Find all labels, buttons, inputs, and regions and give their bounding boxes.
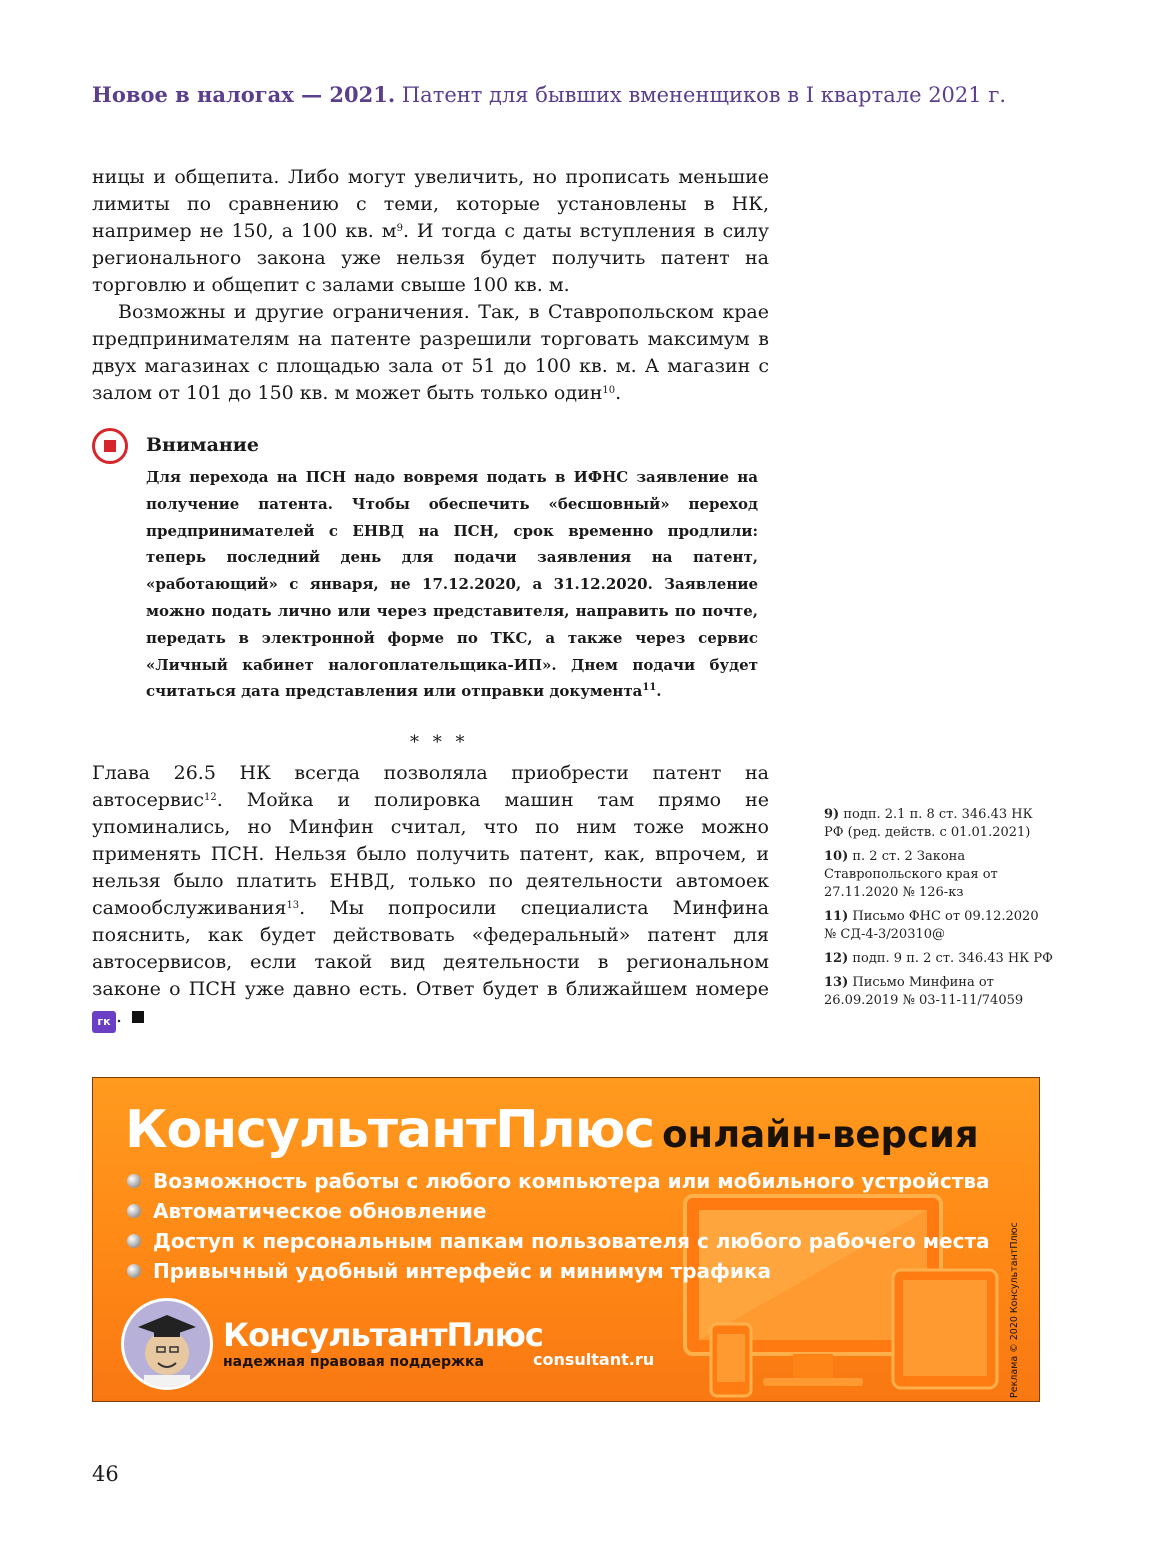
paragraph-2 <box>92 299 769 407</box>
paragraph-3-b: . Мойка и полировка машин там прямо не упоминались, но Минфин считал, что по ним тоже можно применять ПСН. Нельзя было получить патент, как, впрочем, и нельзя было платить ЕНВД, только по деятельности автомоек самообслуживания <box>92 789 769 919</box>
ad-copyright: Реклама © 2020 КонсультантПлюс <box>1009 1222 1020 1398</box>
professor-mascot-icon <box>121 1298 213 1390</box>
footnote-ref-11[interactable]: 11 <box>642 682 657 694</box>
ad-headline <box>125 1100 979 1160</box>
paragraph-3-c: . Мы попросили специалиста Минфина пояснить, как будет действовать «федеральный» патент для автосервисов, если такой вид деятельности в региональном законе о ПСН уже давно есть. Ответ будет в ближайшем номере <box>92 897 769 1000</box>
ad-feature: Автоматическое обновление <box>127 1196 990 1226</box>
footnote-ref-9[interactable]: 9 <box>396 223 403 234</box>
ad-feature: Привычный удобный интерфейс и минимум трафика <box>127 1256 990 1286</box>
ad-logo: КонсультантПлюс <box>223 1316 543 1354</box>
ad-brand: КонсультантПлюс <box>125 1100 655 1160</box>
paragraph-2-text: Возможны и другие ограничения. Так, в Ставропольском крае предпринимателям на патенте разрешили торговать максимум в двух магазинах с площадью зала от 51 до 100 кв. м. А магазин с залом от 101 до 150 кв. м может быть только один <box>92 301 769 404</box>
attention-text <box>146 464 758 705</box>
attention-title: Внимание <box>146 434 259 456</box>
header-section: Новое в налогах — 2021. <box>92 82 396 107</box>
page-number: 46 <box>92 1462 119 1486</box>
footnote-9: 9) подп. 2.1 п. 8 ст. 346.43 НК РФ (ред. действ. с 01.01.2021) <box>824 807 1033 840</box>
paragraph-1 <box>92 164 769 299</box>
paragraph-3-d: . <box>116 1005 123 1027</box>
bullet-icon <box>127 1234 141 1248</box>
bullet-icon <box>127 1264 141 1278</box>
bullet-icon <box>127 1174 141 1188</box>
gk-logo-icon: гк <box>92 1011 116 1033</box>
ad-feature: Возможность работы с любого компьютера или мобильного устройства <box>127 1166 990 1196</box>
section-divider: * * * <box>410 732 469 753</box>
paragraph-1-text: ницы и общепита. Либо могут увеличить, но прописать меньшие лимиты по сравнению с теми, которые установлены в НК, например не 150, а 100 кв. м <box>92 166 769 242</box>
ad-version: онлайн-версия <box>662 1113 979 1156</box>
ad-tagline: надежная правовая поддержка <box>223 1354 484 1370</box>
end-mark-icon <box>132 1011 144 1023</box>
footnote-ref-12[interactable]: 12 <box>204 792 217 803</box>
ad-features <box>127 1166 990 1286</box>
footnotes <box>824 806 1054 1016</box>
footnote-ref-10[interactable]: 10 <box>602 385 616 396</box>
footnote-ref-13[interactable]: 13 <box>286 900 300 911</box>
footnote-12: 12) подп. 9 п. 2 ст. 346.43 НК РФ <box>824 951 1053 966</box>
paragraph-3-a: Глава 26.5 НК всегда позволяла приобрести патент на автосервис <box>92 762 769 811</box>
paragraph-1-text-2: . И тогда с даты вступления в силу регионального закона уже нельзя будет получить патент на торговлю и общепит с залами свыше 100 кв. м. <box>92 220 769 296</box>
attention-end: . <box>656 682 662 701</box>
footnote-10: 10) п. 2 ст. 2 Закона Ставропольского края от 27.11.2020 № 126-кз <box>824 849 998 900</box>
header-title: Патент для бывших вмененщиков в I квартале 2021 г. <box>395 83 1006 107</box>
running-header <box>92 82 1092 107</box>
paragraph-2-end: . <box>615 382 622 404</box>
attention-body: Для перехода на ПСН надо вовремя подать в ИФНС заявление на получение патента. Чтобы обеспечить «бесшовный» переход предпринимателей с ЕНВД на ПСН, срок временно продлили: теперь последний день для подачи заявления на патент, «работающий» с января, не 17.12.2020, а 31.12.2020. Заявление можно подать лично или через представителя, направить по почте, передать в электронной форме по ТКС, а также через сервис «Личный кабинет налогоплательщика-ИП». Днем подачи будет считаться дата представления или отправки документа <box>146 468 758 701</box>
footnote-11: 11) Письмо ФНС от 09.12.2020 № СД-4-3/20310@ <box>824 909 1039 942</box>
ad-url-link[interactable]: consultant.ru <box>533 1350 655 1369</box>
paragraph-3 <box>92 760 769 1033</box>
stop-icon <box>92 428 128 464</box>
footnote-13: 13) Письмо Минфина от 26.09.2019 № 03-11-11/74059 <box>824 975 1024 1008</box>
ad-feature: Доступ к персональным папкам пользователя с любого рабочего места <box>127 1226 990 1256</box>
consultant-plus-ad[interactable] <box>92 1077 1040 1402</box>
bullet-icon <box>127 1204 141 1218</box>
